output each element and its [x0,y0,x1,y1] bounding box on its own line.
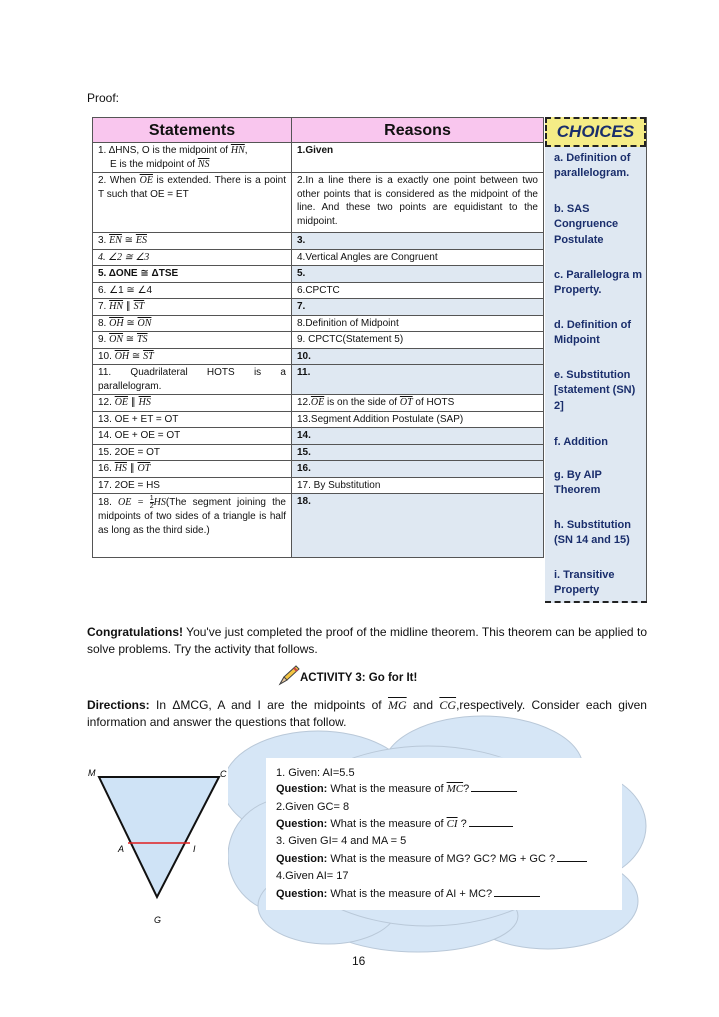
table-row [93,461,544,478]
statement-cell: 13. OE + ET = OT [93,411,292,428]
choice-item: b. SAS Congruence Postulate [554,203,619,246]
table-row [93,299,544,316]
table-row [93,233,544,250]
reason-cell: 16. [292,461,544,478]
vertex-i-label: I [193,844,196,854]
triangle-figure [85,765,235,930]
q2-question: Question: What is the measure of $\overline{CI}$ ? [276,817,513,831]
choices-divider [545,601,647,603]
reason-cell: 6.CPCTC [292,282,544,299]
reason-cell: 11. [292,365,544,395]
table-row [93,249,544,266]
table-row [93,428,544,445]
reason-cell: $12.\overline{OE}$ is on the side of $\overline{OT}$ of HOTS [292,395,544,412]
statement-cell: 6. ∠1 ≅ ∠4 [93,282,292,299]
proof-table [92,117,544,558]
q1-given: 1. Given: AI=5.5 [276,767,355,779]
reason-cell: 4.Vertical Angles are Congruent [292,249,544,266]
q4-given: 4.Given AI= 17 [276,870,349,882]
table-row [93,494,544,558]
q1-question: Question: What is the measure of $\overline{MC}$? [276,782,517,796]
reason-cell: 1.Given [292,143,544,173]
choice-item: i. Transitive Property [554,569,615,597]
statement-cell: 11. Quadrilateral HOTS is a parallelogram. [93,365,292,395]
directions-paragraph: Directions: In ΔMCG, A and I are the midpoints of $\overline{MG}$ and $\overline{CG},respectively$. Consider each given information and answer the questions that follow. [87,698,647,730]
choices-title: CHOICES [545,117,646,147]
reason-cell: 9. CPCTC(Statement 5) [292,332,544,349]
activity-title: ACTIVITY 3: Go for It! [300,672,418,684]
table-row [93,348,544,365]
statement-cell: 2. When $\overline{OE}$ is extended. There is a point T such that OE = ET [93,173,292,233]
q4-question: Question: What is the measure of AI + MC? [276,887,540,901]
choice-item: g. By AIP Theorem [554,469,602,497]
table-row [93,477,544,494]
statement-cell: 3. $\overline{EN}$ ≅ $\overline{ES}$ [93,233,292,250]
reason-cell: 7. [292,299,544,316]
statement-cell: 8. $\overline{OH}$ ≅ $\overline{ON}$ [93,315,292,332]
table-row [93,173,544,233]
choice-item: h. Substitution (SN 14 and 15) [554,519,631,547]
statement-cell: 16. $\overline{HS}$ ∥ $\overline{OT}$ [93,461,292,478]
choice-item: e. Substitution [statement (SN) 2] [554,369,636,412]
vertex-c-label: C [220,769,227,779]
reason-cell: 10. [292,348,544,365]
proof-label: Proof: [87,91,120,105]
statement-cell: 10. $\overline{OH}$ ≅ $\overline{ST}$ [93,348,292,365]
table-row [93,395,544,412]
statement-cell: 4. ∠2 ≅ ∠3 [93,249,292,266]
reason-cell: 2.In a line there is a exactly one point between two other points that is considered as the midpoint of the line. And these two points are equidistant to the midpoint. [292,173,544,233]
vertex-m-label: M [88,768,96,778]
q3-question: Question: What is the measure of MG? GC? MG + GC ? [276,852,587,866]
table-row [93,444,544,461]
q3-given: 3. Given GI= 4 and MA = 5 [276,835,407,847]
statement-cell: 7. $\overline{HN}$ ∥ $\overline{ST}$ [93,299,292,316]
table-row [93,315,544,332]
triangle-mcg [99,777,219,897]
choice-item: d. Definition of Midpoint [554,319,631,347]
reason-cell: 18. [292,494,544,558]
table-row [93,143,544,173]
statement-cell: 14. OE + OE = OT [93,428,292,445]
reason-cell: 5. [292,266,544,283]
congrats-paragraph: Congratulations! You've just completed the proof of the midline theorem. This theorem can be applied to solve problems. Try the activity that follows. [87,625,647,657]
choice-item: a. Definition of parallelogram. [554,152,631,180]
vertex-g-label: G [154,915,162,925]
reason-cell: 13.Segment Addition Postulate (SAP) [292,411,544,428]
table-row [93,332,544,349]
vertex-a-label: A [118,844,125,854]
reason-cell: 3. [292,233,544,250]
page-number: 16 [352,954,366,968]
statement-cell: 5. ΔONE ≅ ΔTSE [93,266,292,283]
statement-cell: 12. $\overline{OE}$ ∥ $\overline{HS}$ [93,395,292,412]
table-row [93,411,544,428]
reason-cell: 15. [292,444,544,461]
statement-cell: 18. OE = $\frac{1}{2}$ HS(The segment joining the midpoints of two sides of a triangle is half as long as the third side.) [93,494,292,558]
statement-cell: 9. $\overline{ON}$ ≅ $\overline{TS}$ [93,332,292,349]
q2-given: 2.Given GC= 8 [276,801,350,813]
reason-cell: 14. [292,428,544,445]
statement-cell: 17. 2OE = HS [93,477,292,494]
statement-cell: 15. 2OE = OT [93,444,292,461]
choice-item: f. Addition [554,436,608,448]
statement-cell: 1. ΔHNS, O is the midpoint of $\overline{HN}$, E is the midpoint of $\overline{NS}$ [93,143,292,173]
table-row [93,282,544,299]
reason-cell: 17. By Substitution [292,477,544,494]
statements-header: Statements [93,118,292,143]
pencil-icon [276,664,300,686]
reason-cell: 8.Definition of Midpoint [292,315,544,332]
choice-item: c. Parallelogra m Property. [554,269,643,297]
table-row [93,365,544,395]
reasons-header: Reasons [292,118,544,143]
table-row [93,266,544,283]
